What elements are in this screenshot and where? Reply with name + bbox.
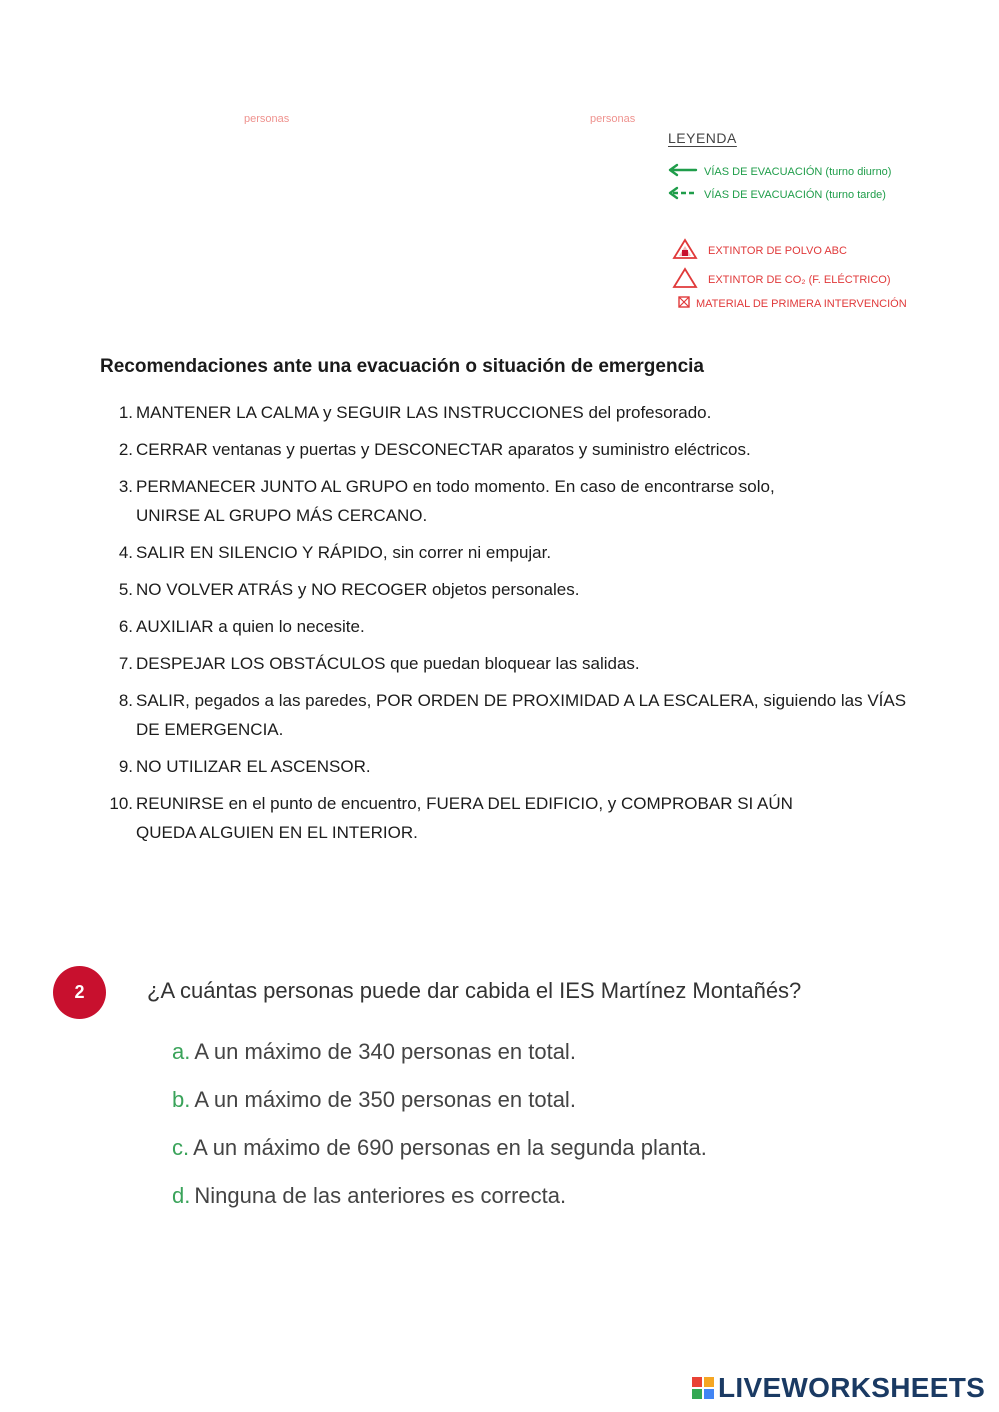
recommendations-list bbox=[100, 398, 907, 855]
logo-square bbox=[692, 1377, 702, 1387]
answer-option-c[interactable] bbox=[172, 1132, 707, 1180]
item-text: SALIR, pegados a las paredes, POR ORDEN DE PROXIMIDAD A LA ESCALERA, siguiendo las VÍAS DE EMERGENCIA. bbox=[136, 691, 907, 739]
option-letter: c. bbox=[172, 1135, 190, 1160]
item-number: 10. bbox=[109, 794, 133, 813]
logo-square bbox=[704, 1389, 714, 1399]
recommendation-item bbox=[100, 789, 856, 847]
answer-options bbox=[172, 1036, 707, 1228]
dashed-arrow-left-icon bbox=[668, 186, 698, 203]
recommendation-item bbox=[100, 398, 900, 427]
recommendation-item bbox=[100, 575, 900, 604]
recommendation-item bbox=[100, 752, 900, 781]
item-text: NO UTILIZAR EL ASCENSOR. bbox=[136, 757, 371, 776]
brand-name: LIVEWORKSHEETS bbox=[718, 1372, 986, 1403]
logo-square bbox=[692, 1389, 702, 1399]
cropped-caption-left: personas bbox=[244, 114, 290, 124]
legend-item-label: MATERIAL DE PRIMERA INTERVENCIÓN bbox=[696, 297, 907, 310]
question-number-badge: 2 bbox=[53, 966, 106, 1019]
liveworksheets-brand bbox=[692, 1372, 985, 1404]
option-text: A un máximo de 350 personas en total. bbox=[194, 1087, 576, 1112]
item-number: 4. bbox=[118, 543, 133, 562]
item-number: 3. bbox=[118, 477, 133, 496]
logo-square bbox=[704, 1377, 714, 1387]
item-number: 7. bbox=[118, 654, 133, 673]
recommendation-item bbox=[100, 472, 836, 530]
legend-title: LEYENDA bbox=[668, 130, 737, 146]
option-letter: d. bbox=[172, 1183, 191, 1208]
legend-item-powder-extinguisher bbox=[672, 238, 847, 263]
legend-item-label: EXTINTOR DE CO₂ (F. ELÉCTRICO) bbox=[708, 273, 891, 286]
recommendations-title: Recomendaciones ante una evacuación o situación de emergencia bbox=[100, 356, 704, 377]
option-letter: a. bbox=[172, 1039, 191, 1064]
solid-arrow-left-icon bbox=[668, 163, 698, 180]
item-text: REUNIRSE en el punto de encuentro, FUERA DEL EDIFICIO, y COMPROBAR SI AÚN QUEDA ALGUIEN EN EL INTERIOR. bbox=[136, 794, 793, 842]
recommendation-item bbox=[100, 538, 900, 567]
option-text: Ninguna de las anteriores es correcta. bbox=[194, 1183, 567, 1208]
extinguisher-powder-icon bbox=[672, 238, 698, 263]
item-text: SALIR EN SILENCIO Y RÁPIDO, sin correr ni empujar. bbox=[136, 543, 552, 562]
question-text: ¿A cuántas personas puede dar cabida el IES Martínez Montañés? bbox=[147, 978, 802, 1003]
item-text: PERMANECER JUNTO AL GRUPO en todo momento. En caso de encontrarse solo, UNIRSE AL GRUPO MÁS CERCANO. bbox=[136, 477, 775, 525]
legend-item-evacuation-day bbox=[668, 163, 891, 180]
legend-item-evacuation-afternoon bbox=[668, 186, 886, 203]
recommendation-item bbox=[100, 435, 900, 464]
item-number: 2. bbox=[118, 440, 133, 459]
legend-item-first-intervention bbox=[678, 296, 907, 311]
answer-option-b[interactable] bbox=[172, 1084, 707, 1132]
recommendation-item bbox=[100, 612, 900, 641]
recommendation-item bbox=[100, 649, 900, 678]
item-number: 8. bbox=[118, 691, 133, 710]
item-number: 9. bbox=[118, 757, 133, 776]
option-text: A un máximo de 690 personas en la segunda planta. bbox=[193, 1135, 707, 1160]
map-legend bbox=[668, 130, 907, 310]
item-text: CERRAR ventanas y puertas y DESCONECTAR aparatos y suministro eléctricos. bbox=[136, 440, 751, 459]
option-letter: b. bbox=[172, 1087, 191, 1112]
cropped-caption-right: personas bbox=[590, 114, 636, 124]
answer-option-d[interactable] bbox=[172, 1180, 707, 1228]
item-text: NO VOLVER ATRÁS y NO RECOGER objetos personales. bbox=[136, 580, 580, 599]
liveworksheets-logo-icon bbox=[692, 1377, 714, 1399]
legend-item-label: EXTINTOR DE POLVO ABC bbox=[708, 244, 847, 257]
item-number: 6. bbox=[118, 617, 133, 636]
legend-item-label: VÍAS DE EVACUACIÓN (turno tarde) bbox=[704, 188, 886, 201]
extinguisher-co2-icon bbox=[672, 267, 698, 292]
recommendation-item bbox=[100, 686, 916, 744]
item-number: 1. bbox=[118, 403, 133, 422]
item-text: DESPEJAR LOS OBSTÁCULOS que puedan bloquear las salidas. bbox=[136, 654, 640, 673]
first-aid-material-icon bbox=[678, 296, 690, 311]
item-text: AUXILIAR a quien lo necesite. bbox=[136, 617, 365, 636]
legend-item-co2-extinguisher bbox=[672, 267, 891, 292]
item-text: MANTENER LA CALMA y SEGUIR LAS INSTRUCCIONES del profesorado. bbox=[136, 403, 712, 422]
option-text: A un máximo de 340 personas en total. bbox=[194, 1039, 576, 1064]
answer-option-a[interactable] bbox=[172, 1036, 707, 1084]
item-number: 5. bbox=[118, 580, 133, 599]
legend-item-label: VÍAS DE EVACUACIÓN (turno diurno) bbox=[704, 165, 892, 178]
